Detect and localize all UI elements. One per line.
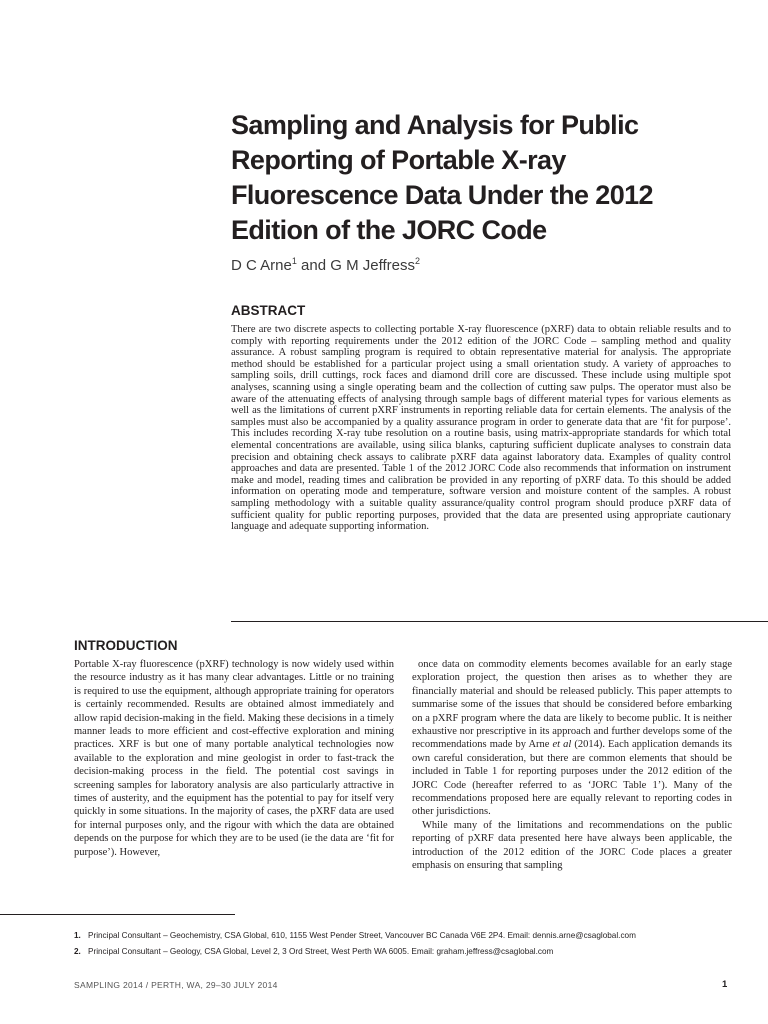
introduction-paragraph-3: While many of the limitations and recommendations on the public reporting of pXRF data presented here have always been applicable, the introduction of the 2012 edition of the JORC Code places a greater emphasis on ensuring that sampling	[412, 819, 732, 872]
introduction-paragraph-1: Portable X-ray fluorescence (pXRF) technology is now widely used within the resource industry as it has many clear advantages. Little or no training is required to use the equipment, although appropriate training for operators is certainly recommended. Results are obtained almost immediately and allow rapid decision-making in the field. Making these decisions in a timely manner leads to more efficient and cost-effective exploration and mining practices. XRF is but one of many portable analytical technologies now available to the exploration and mine geologist in order to fast-track the decision-making process in the field. The potential cost savings in screening samples for laboratory analysis are also particularly attractive in times of austerity, and the equipment has the potential to pay for itself very quickly in some situations. In the majority of cases, the pXRF data are used for internal purposes only, and the rigour with which the data are obtained depends on the purpose for which they are to be used (ie the data are ‘fit for purpose’). However,	[74, 659, 394, 858]
footnote-1	[74, 928, 734, 944]
author-2-affiliation-marker: 2	[415, 256, 421, 266]
abstract-divider	[231, 621, 768, 622]
citation-et-al: et al	[552, 739, 572, 751]
author-2: G M Jeffress	[330, 257, 415, 274]
author-1-affiliation-marker: 1	[291, 256, 297, 266]
footnote-number: 2.	[74, 947, 81, 956]
page-number: 1	[722, 979, 728, 990]
abstract-text: There are two discrete aspects to collecting portable X-ray fluorescence (pXRF) data to obtain reliable results and to comply with reporting requirements under the 2012 edition of the JORC Code – sampling method and quality assurance. A robust sampling program is required to obtain representative material for analysis. The appropriate method should be established for a particular project using a small orientation study. A variety of approaches to sampling soils, drill cuttings, rock faces and diamond drill core are discussed. These include using multiple spot analyses, scanning using a single operating beam and the collection of cutting saw pulps. The operator must also be aware of the attenuating effects of analysing through sample bags of different material types for various elements as well as the limitations of current pXRF instruments in reporting reliable data for certain elements. The analysis of the samples must also be accompanied by a quality assurance program in order to generate data that are ‘fit for purpose’. This includes recording X-ray tube resolution on a routine basis, using matrix-appropriate standards for which total elemental concentrations are available, using silica blanks, capturing sufficient duplicate analyses to constrain data precision and obtaining check assays to calibrate pXRF data against laboratory data. Examples of quality control approaches and data are presented. Table 1 of the 2012 JORC Code also recommends that information on instrument make and model, reading times and calibration be provided in any reporting of pXRF data. To this should be added information on operating mode and temperature, software version and moisture content of the samples. A robust sampling methodology with a suitable quality assurance/quality control program should produce pXRF data of sufficient quality for public reporting purposes, provided that the data are presented using appropriate cautionary language and adequate supporting information.	[231, 324, 731, 533]
footnote-divider	[0, 914, 235, 915]
introduction-right-column	[412, 658, 732, 910]
footnote-number: 1.	[74, 931, 81, 940]
footnotes	[74, 928, 734, 960]
paper-title: Sampling and Analysis for Public Reporting of Portable X-ray Fluorescence Data Under the 2012 Edition of the JORC Code	[231, 110, 653, 245]
author-line	[231, 256, 420, 274]
introduction-heading: INTRODUCTION	[74, 638, 178, 653]
author-1: D C Arne	[231, 257, 292, 274]
paragraph-2-text-b: (2014). Each application demands its own careful consideration, but there are common elements that should be included in Table 1 for reporting purposes under the 2012 edition of the JORC Code (hereafter referred to as ‘JORC Table 1’). Many of the recommendations proposed here are equally relevant to reporting codes in other jurisdictions.	[412, 739, 732, 818]
introduction-paragraph-2	[412, 658, 732, 819]
running-footer: SAMPLING 2014 / PERTH, WA, 29–30 JULY 2014	[74, 980, 278, 990]
introduction-left-column	[74, 658, 394, 910]
footnote-text: Principal Consultant – Geochemistry, CSA Global, 610, 1155 West Pender Street, Vancouver BC Canada V6E 2P4. Email: dennis.arne@csaglobal.com	[88, 931, 636, 940]
author-conjunction: and	[296, 257, 331, 274]
paragraph-2-text-a: once data on commodity elements becomes available for an early stage exploration project, the question then arises as to whether they are financially material and should be released publicly. This paper attempts to summarise some of the issues that should be considered before embarking on a pXRF program where the data are likely to become public. It is neither exhaustive nor prescriptive in its approach and further develops some of the recommendations made by Arne	[412, 659, 732, 751]
footnote-2	[74, 944, 734, 960]
footnote-text: Principal Consultant – Geology, CSA Global, Level 2, 3 Ord Street, West Perth WA 6005. Email: graham.jeffress@csaglobal.com	[88, 947, 554, 956]
abstract-heading: ABSTRACT	[231, 303, 306, 318]
